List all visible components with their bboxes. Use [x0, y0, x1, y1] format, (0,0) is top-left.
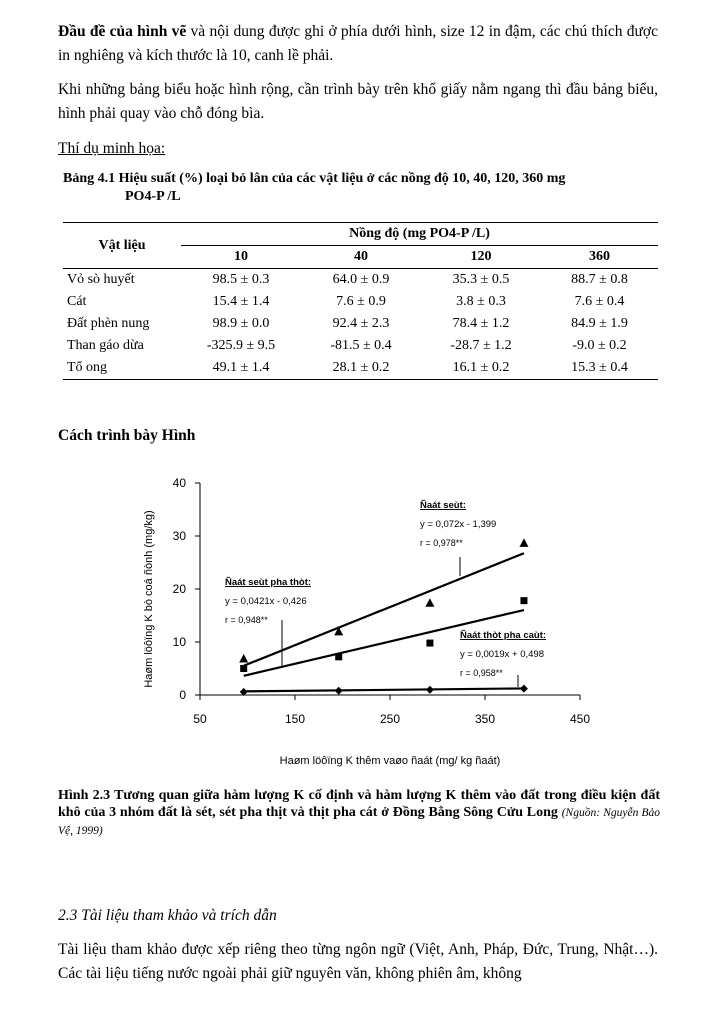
table-cell: 15.3 ± 0.4	[571, 360, 628, 375]
table-cell-name: Tổ ong	[67, 360, 108, 375]
data-point-square	[426, 640, 433, 647]
y-axis-label: Haøm löôïng K bò coá ñònh (mg/kg)	[143, 510, 155, 688]
figure-caption	[58, 787, 660, 840]
annotation-label-series-1: Ñaát seùt:	[420, 500, 466, 511]
table-cell-name: Cát	[67, 294, 87, 309]
table-cell: 7.6 ± 0.9	[336, 294, 386, 309]
table-cell: -9.0 ± 0.2	[572, 338, 627, 353]
data-table	[63, 222, 658, 380]
table-row	[63, 357, 658, 380]
table-header-conc-40: 40	[354, 249, 368, 264]
table-header-material: Vật liệu	[63, 223, 181, 269]
table-cell-name: Đất phèn nung	[67, 316, 150, 331]
data-point-square	[335, 653, 342, 660]
section-2-3-paragraph: Tài liệu tham khảo được xếp riêng theo từng ngôn ngữ (Việt, Anh, Pháp, Đức, Trung, Nhật…). Các tài liệu tiếng nước ngoài phải giữ nguyên văn, không phiên âm, không	[58, 941, 658, 982]
scatter-chart	[130, 468, 600, 778]
x-tick-label: 150	[284, 712, 306, 726]
annotation-r-series-1: r = 0,978**	[420, 538, 463, 548]
annotation-label-series-3: Ñaát thòt pha caùt:	[460, 630, 547, 641]
data-point-square	[240, 665, 247, 672]
data-point-triangle	[239, 654, 248, 663]
annotation-equation-series-3: y = 0,0019x + 0,498	[460, 649, 544, 660]
table-cell: -81.5 ± 0.4	[330, 338, 392, 353]
table-cell: 3.8 ± 0.3	[456, 294, 506, 309]
y-tick-label: 20	[172, 582, 186, 596]
table-cell: 15.4 ± 1.4	[212, 294, 270, 309]
table-row	[63, 313, 658, 335]
table-cell: 64.0 ± 0.9	[332, 272, 390, 287]
table-cell: 35.3 ± 0.5	[452, 272, 510, 287]
data-point-diamond	[520, 685, 528, 693]
table-header-conc-120: 120	[470, 249, 492, 264]
table-cell-name: Vỏ sò huyết	[67, 272, 135, 287]
table-cell: 88.7 ± 0.8	[571, 272, 628, 287]
data-point-triangle	[425, 598, 434, 607]
data-point-diamond	[335, 687, 343, 695]
annotation-r-series-3: r = 0,958**	[460, 668, 503, 678]
x-tick-label: 250	[379, 712, 401, 726]
intro-paragraph-1-text: và nội dung được ghi ở phía dưới hình, size 12 in đậm, các chú thích được in nghiêng và kích thước là 10, canh lề phải.	[58, 23, 659, 64]
x-tick-label: 450	[569, 712, 591, 726]
example-label: Thí dụ minh họa:	[58, 140, 166, 157]
table-row	[63, 335, 658, 357]
table-cell: 16.1 ± 0.2	[452, 360, 510, 375]
x-tick-label: 350	[474, 712, 496, 726]
table-cell: 92.4 ± 2.3	[332, 316, 390, 331]
y-tick-label: 0	[179, 688, 186, 702]
table-caption	[63, 170, 663, 206]
table-cell: 28.1 ± 0.2	[332, 360, 390, 375]
annotation-r-series-2: r = 0,948**	[225, 615, 268, 625]
y-tick-label: 30	[172, 529, 186, 543]
data-point-diamond	[426, 686, 434, 694]
figure-heading: Cách trình bày Hình	[58, 427, 196, 444]
table-row	[63, 291, 658, 313]
table-cell: -325.9 ± 9.5	[206, 338, 276, 353]
table-caption-line-1: Bảng 4.1 Hiệu suất (%) loại bỏ lân của các vật liệu ở các nồng độ 10, 40, 120, 360 mg	[63, 171, 566, 186]
table-header-conc-10: 10	[234, 249, 248, 264]
data-point-square	[520, 597, 527, 604]
fit-line-series-3	[244, 688, 524, 691]
y-tick-label: 40	[172, 476, 186, 490]
annotation-label-series-2: Ñaát seùt pha thòt:	[225, 577, 312, 588]
table-row	[63, 269, 658, 292]
intro-paragraph-2: Khi những bảng biểu hoặc hình rộng, cần trình bày trên khổ giấy nằm ngang thì đầu bảng biểu, hình phải quay vào chỗ đóng bìa.	[58, 81, 658, 122]
x-tick-label: 50	[193, 712, 207, 726]
y-tick-label: 10	[172, 635, 186, 649]
intro-bold-lead: Đầu đề của hình vẽ	[58, 23, 187, 40]
annotation-equation-series-2: y = 0,0421x - 0,426	[225, 596, 307, 607]
figure-caption-source: (Nguồn: Nguyễn Bảo Vệ, 1999)	[58, 807, 660, 837]
annotation-equation-series-1: y = 0,072x - 1,399	[420, 519, 497, 530]
table-caption-line-2: PO4-P /L	[125, 189, 181, 204]
table-cell: 98.5 ± 0.3	[212, 272, 270, 287]
table-cell: -28.7 ± 1.2	[450, 338, 512, 353]
table-cell-name: Than gáo dừa	[67, 338, 144, 353]
table-cell: 98.9 ± 0.0	[212, 316, 270, 331]
fit-line-series-2	[244, 610, 524, 676]
section-2-3-heading: 2.3 Tài liệu tham khảo và trích dẫn	[58, 907, 277, 924]
data-point-triangle	[519, 538, 528, 547]
intro-paragraph-1	[58, 20, 658, 68]
table-header-conc-360: 360	[589, 249, 610, 264]
x-axis-label: Haøm löôïng K thêm vaøo ñaát (mg/ kg ñaát)	[279, 755, 501, 767]
table-cell: 49.1 ± 1.4	[212, 360, 270, 375]
figure-caption-text: Hình 2.3 Tương quan giữa hàm lượng K cố định và hàm lượng K thêm vào đất trong điều kiện đất khô của 3 nhóm đất là sét, sét pha thịt và thịt pha cát ở Đồng Bằng Sông Cửu Long	[58, 788, 660, 820]
table-cell: 78.4 ± 1.2	[452, 316, 510, 331]
table-cell: 7.6 ± 0.4	[574, 294, 625, 309]
table-header-concentration: Nồng độ (mg PO4-P /L)	[181, 223, 658, 246]
table-cell: 84.9 ± 1.9	[571, 316, 628, 331]
